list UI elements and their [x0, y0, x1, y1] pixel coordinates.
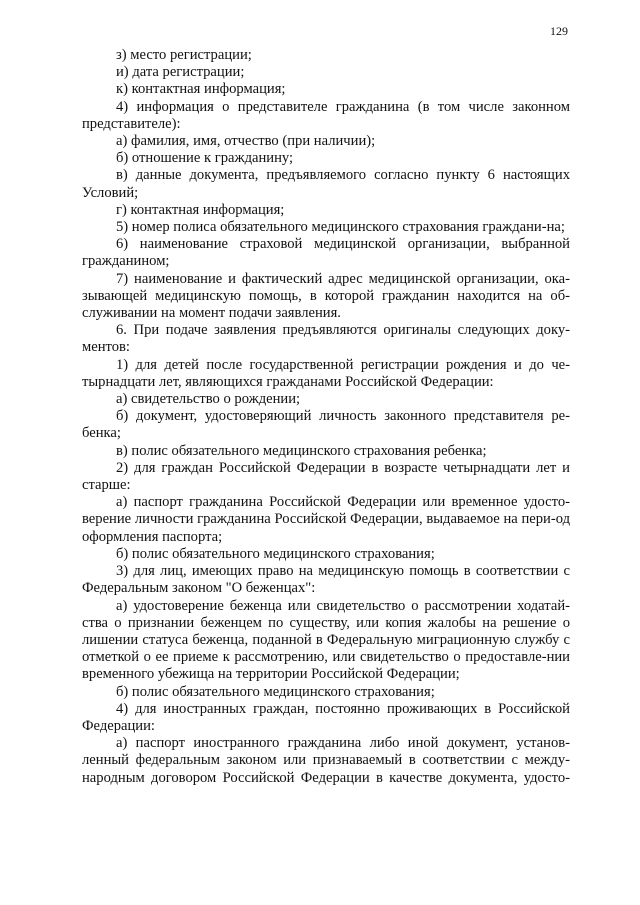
- paragraph: 7) наименование и фактический адрес медицинской организации, ока-зывающей медицинскую помощь, в которой гражданин находится на об-служивании на момент подачи заявления.: [82, 270, 570, 322]
- paragraph: б) полис обязательного медицинского страхования;: [116, 545, 435, 562]
- paragraph: 4) для иностранных граждан, постоянно проживающих в Российской Федерации:: [82, 700, 570, 734]
- paragraph: а) паспорт иностранного гражданина либо иной документ, установ-ленный федеральным законом или признаваемый в соответствии с между-народным договором Российской Федерации в качестве документа, удосто-: [82, 735, 570, 786]
- paragraph: б) полис обязательного медицинского страхования;: [116, 683, 435, 700]
- paragraph: а) удостоверение беженца или свидетельство о рассмотрении ходатай-ства о признании беженцем по существу, или копия жалобы на решение о лишении статуса беженца, поданной в Федеральную миграционную службу с отметкой о ее приеме к рассмотрению, или свидетельство о предоставле-нии временного убежища на территории Российской Федерации;: [82, 597, 570, 683]
- paragraph: к) контактная информация;: [116, 81, 286, 98]
- paragraph: а) фамилия, имя, отчество (при наличии);: [116, 133, 376, 150]
- paragraph: 6) наименование страховой медицинской организации, выбранной гражданином;: [82, 236, 570, 270]
- paragraph: а) свидетельство о рождении;: [116, 391, 301, 408]
- paragraph: з) место регистрации;: [116, 47, 252, 63]
- document-body: [82, 47, 570, 787]
- paragraph: 1) для детей после государственной регистрации рождения и до че-тырнадцати лет, являющихся гражданами Российской Федерации:: [82, 356, 570, 390]
- paragraph: 2) для граждан Российской Федерации в возрасте четырнадцати лет и старше:: [82, 459, 570, 494]
- paragraph: и) дата регистрации;: [116, 64, 245, 81]
- paragraph: в) данные документа, предъявляемого согласно пункту 6 настоящих Условий;: [82, 167, 570, 201]
- page-number: 129: [550, 24, 568, 38]
- paragraph: 6. При подаче заявления предъявляются оригиналы следующих доку-ментов:: [82, 322, 570, 356]
- paragraph: 4) информация о представителе гражданина (в том числе законном представителе):: [82, 98, 570, 132]
- paragraph: в) полис обязательного медицинского страхования ребенка;: [116, 442, 487, 459]
- paragraph: а) паспорт гражданина Российской Федерации или временное удосто-верение личности гражданина Российской Федерации, выдаваемое на пери-од оформления паспорта;: [82, 494, 570, 545]
- paragraph: 3) для лиц, имеющих право на медицинскую помощь в соответствии с Федеральным законом "О беженцах":: [82, 563, 570, 597]
- paragraph: г) контактная информация;: [116, 201, 285, 218]
- paragraph: б) отношение к гражданину;: [116, 150, 294, 167]
- paragraph: б) документ, удостоверяющий личность законного представителя ре-бенка;: [82, 408, 570, 442]
- paragraph: 5) номер полиса обязательного медицинского страхования граждани-на;: [116, 219, 565, 236]
